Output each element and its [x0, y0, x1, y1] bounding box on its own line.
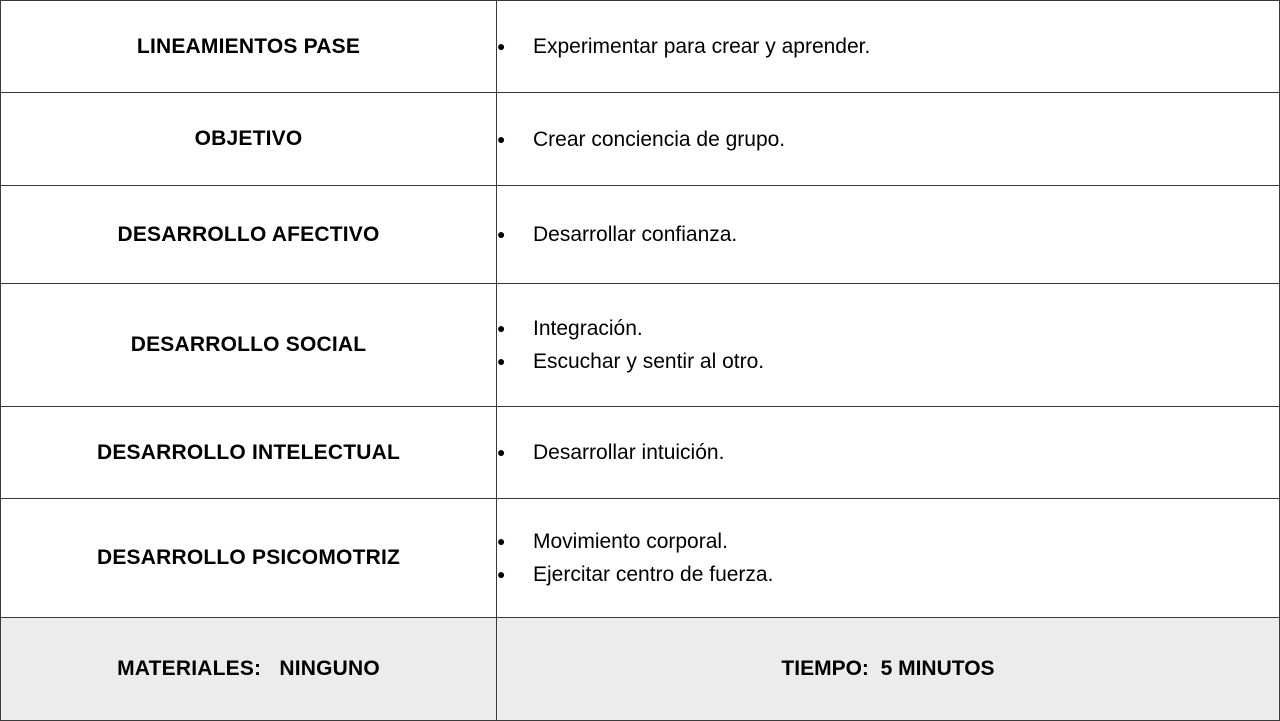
bullet-icon: ●: [497, 533, 506, 549]
materials-text: MATERIALES: NINGUNO: [117, 657, 380, 680]
bullet-icon: ●: [497, 353, 506, 369]
list-item-text: Desarrollar intuición.: [533, 441, 725, 464]
bullet-list: [497, 30, 1279, 63]
bullet-icon: ●: [497, 226, 506, 242]
list-item: [497, 123, 1279, 156]
bullet-list: [497, 123, 1279, 156]
bullet-list: [497, 218, 1279, 251]
list-item: [497, 436, 1279, 469]
list-item: [497, 218, 1279, 251]
bullet-list: [497, 436, 1279, 469]
list-item-text: Experimentar para crear y aprender.: [533, 35, 871, 58]
list-item: [497, 345, 1279, 378]
bullet-list: [497, 525, 1279, 591]
list-item: [497, 525, 1279, 558]
row-label: DESARROLLO INTELECTUAL: [1, 407, 497, 499]
time-text: TIEMPO: 5 MINUTOS: [781, 657, 995, 680]
bullet-icon: ●: [497, 320, 506, 336]
list-item-text: Escuchar y sentir al otro.: [533, 350, 765, 373]
row-label: OBJETIVO: [1, 93, 497, 186]
row-content: [497, 1, 1280, 93]
list-item: [497, 312, 1279, 345]
table-row: [1, 499, 1280, 618]
row-label: DESARROLLO SOCIAL: [1, 284, 497, 407]
list-item-text: Ejercitar centro de fuerza.: [533, 563, 774, 586]
bullet-icon: ●: [497, 566, 506, 582]
bullet-icon: ●: [497, 444, 506, 460]
list-item-text: Movimiento corporal.: [533, 530, 728, 553]
row-content: [497, 93, 1280, 186]
list-item-text: Integración.: [533, 317, 643, 340]
row-content: [497, 499, 1280, 618]
row-content: [497, 284, 1280, 407]
row-label: DESARROLLO AFECTIVO: [1, 186, 497, 284]
row-label: LINEAMIENTOS PASE: [1, 1, 497, 93]
row-content: [497, 407, 1280, 499]
row-label: DESARROLLO PSICOMOTRIZ: [1, 499, 497, 618]
list-item-text: Desarrollar confianza.: [533, 223, 738, 246]
table-row: [1, 93, 1280, 186]
bullet-icon: ●: [497, 38, 506, 54]
list-item-text: Crear conciencia de grupo.: [533, 127, 786, 151]
time-cell: [497, 618, 1280, 721]
bullet-list: [497, 312, 1279, 378]
table-row: [1, 284, 1280, 407]
list-item: [497, 30, 1279, 63]
table-row: [1, 1, 1280, 93]
table-row: [1, 186, 1280, 284]
materials-cell: [1, 618, 497, 721]
list-item: [497, 558, 1279, 591]
footer-row: [1, 618, 1280, 721]
table-row: [1, 407, 1280, 499]
bullet-icon: ●: [497, 130, 506, 147]
row-content: [497, 186, 1280, 284]
